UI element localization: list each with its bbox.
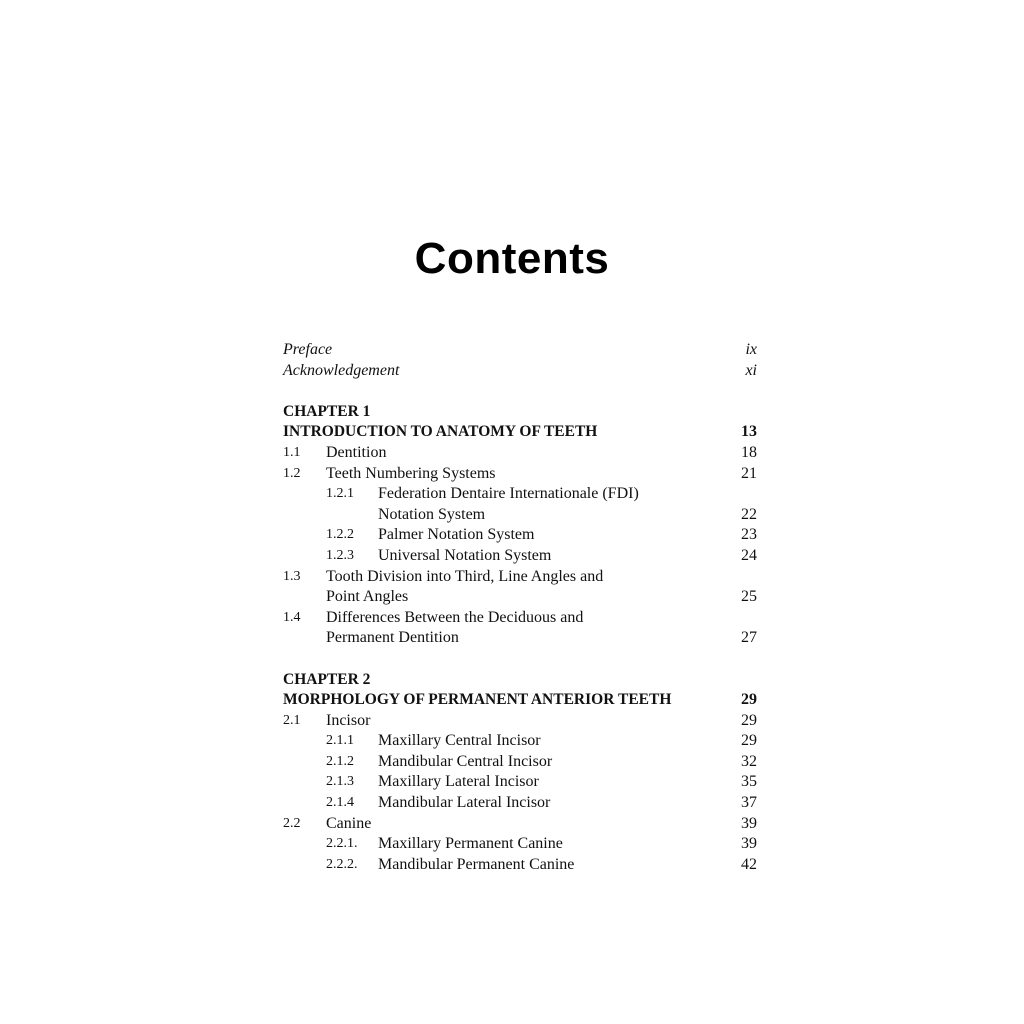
section-title: Incisor xyxy=(326,711,371,729)
chapter-title: INTRODUCTION TO ANATOMY OF TEETH 13 xyxy=(283,422,757,443)
toc-subsection xyxy=(283,484,757,505)
toc-page-number: 13 xyxy=(741,423,757,441)
toc-page-number: 29 xyxy=(741,732,757,750)
page-title: Contents xyxy=(414,234,610,283)
toc-section xyxy=(283,443,757,464)
toc-page-number: 25 xyxy=(741,588,757,606)
toc-section xyxy=(283,464,757,485)
subsection-title: Federation Dentaire Internationale (FDI) xyxy=(378,485,639,503)
subsection-number: 1.2.3 xyxy=(326,547,354,563)
subsection-number: 2.1.4 xyxy=(326,795,354,811)
toc-page-number: 39 xyxy=(741,835,757,853)
subsection-title: Mandibular Lateral Incisor xyxy=(378,794,551,812)
table-of-contents xyxy=(283,340,757,875)
toc-page-number: 27 xyxy=(741,629,757,647)
toc-page-number: 29 xyxy=(741,691,757,709)
toc-page-number: 32 xyxy=(741,752,757,770)
toc-page-number: 35 xyxy=(741,773,757,791)
section-number: 1.4 xyxy=(283,609,301,625)
section-title: Dentition xyxy=(326,443,387,461)
section-title: Point Angles xyxy=(326,588,409,606)
subsection-number: 1.2.1 xyxy=(326,486,354,502)
subsection-title: Maxillary Permanent Canine xyxy=(378,835,563,853)
toc-subsection xyxy=(283,793,757,814)
subsection-title: Mandibular Permanent Canine xyxy=(378,855,575,873)
toc-page-number: 42 xyxy=(741,855,757,873)
toc-subsection xyxy=(283,525,757,546)
toc-subsection xyxy=(283,731,757,752)
toc-page-number: 39 xyxy=(741,814,757,832)
section-number: 1.3 xyxy=(283,568,301,584)
toc-section xyxy=(283,608,757,629)
section-number: 1.2 xyxy=(283,465,301,481)
subsection-number: 2.1.3 xyxy=(326,774,354,790)
toc-page-number: 37 xyxy=(741,794,757,812)
section-title: Differences Between the Deciduous and xyxy=(326,608,584,626)
toc-entry-preface xyxy=(283,340,757,361)
toc-entry-label: Preface xyxy=(283,341,333,358)
section-number: 1.1 xyxy=(283,444,301,460)
subsection-title: Palmer Notation System xyxy=(378,526,535,544)
subsection-title: Maxillary Central Incisor xyxy=(378,732,541,750)
toc-entry-acknowledgement xyxy=(283,361,757,382)
toc-page-number: xi xyxy=(745,361,757,379)
toc-subsection xyxy=(283,546,757,567)
subsection-title: Notation System xyxy=(378,505,486,523)
toc-subsection xyxy=(283,772,757,793)
toc-page-number: 23 xyxy=(741,526,757,544)
subsection-title: Universal Notation System xyxy=(378,546,552,564)
subsection-number: 1.2.2 xyxy=(326,527,354,543)
section-title: Tooth Division into Third, Line Angles and xyxy=(326,567,604,585)
toc-subsection xyxy=(283,834,757,855)
chapter-label: CHAPTER 2 xyxy=(283,670,371,688)
toc-section-continued xyxy=(283,628,757,649)
toc-section-continued xyxy=(283,587,757,608)
subsection-number: 2.1.1 xyxy=(326,733,354,749)
toc-section xyxy=(283,814,757,835)
subsection-number: 2.2.1. xyxy=(326,836,358,852)
toc-page-number: 21 xyxy=(741,464,757,482)
toc-page-number: 18 xyxy=(741,443,757,461)
toc-page-number: 29 xyxy=(741,711,757,729)
toc-page-number: 24 xyxy=(741,546,757,564)
section-title: Canine xyxy=(326,814,372,832)
toc-entry-label: Acknowledgement xyxy=(283,361,400,379)
toc-page-number: ix xyxy=(745,341,757,358)
toc-subsection xyxy=(283,752,757,773)
section-number: 2.1 xyxy=(283,712,301,728)
toc-section xyxy=(283,567,757,588)
section-title: Permanent Dentition xyxy=(326,629,459,647)
subsection-number: 2.2.2. xyxy=(326,856,358,872)
subsection-title: Mandibular Central Incisor xyxy=(378,752,553,770)
subsection-number: 2.1.2 xyxy=(326,753,354,769)
toc-section xyxy=(283,711,757,732)
section-title: Teeth Numbering Systems xyxy=(326,464,496,482)
section-number: 2.2 xyxy=(283,815,301,831)
toc-page-number: 22 xyxy=(741,505,757,523)
toc-subsection-continued xyxy=(283,505,757,526)
chapter-label: CHAPTER 1 xyxy=(283,402,371,420)
toc-subsection xyxy=(283,855,757,876)
chapter-title: MORPHOLOGY OF PERMANENT ANTERIOR TEETH 29 xyxy=(283,690,757,711)
subsection-title: Maxillary Lateral Incisor xyxy=(378,773,539,791)
